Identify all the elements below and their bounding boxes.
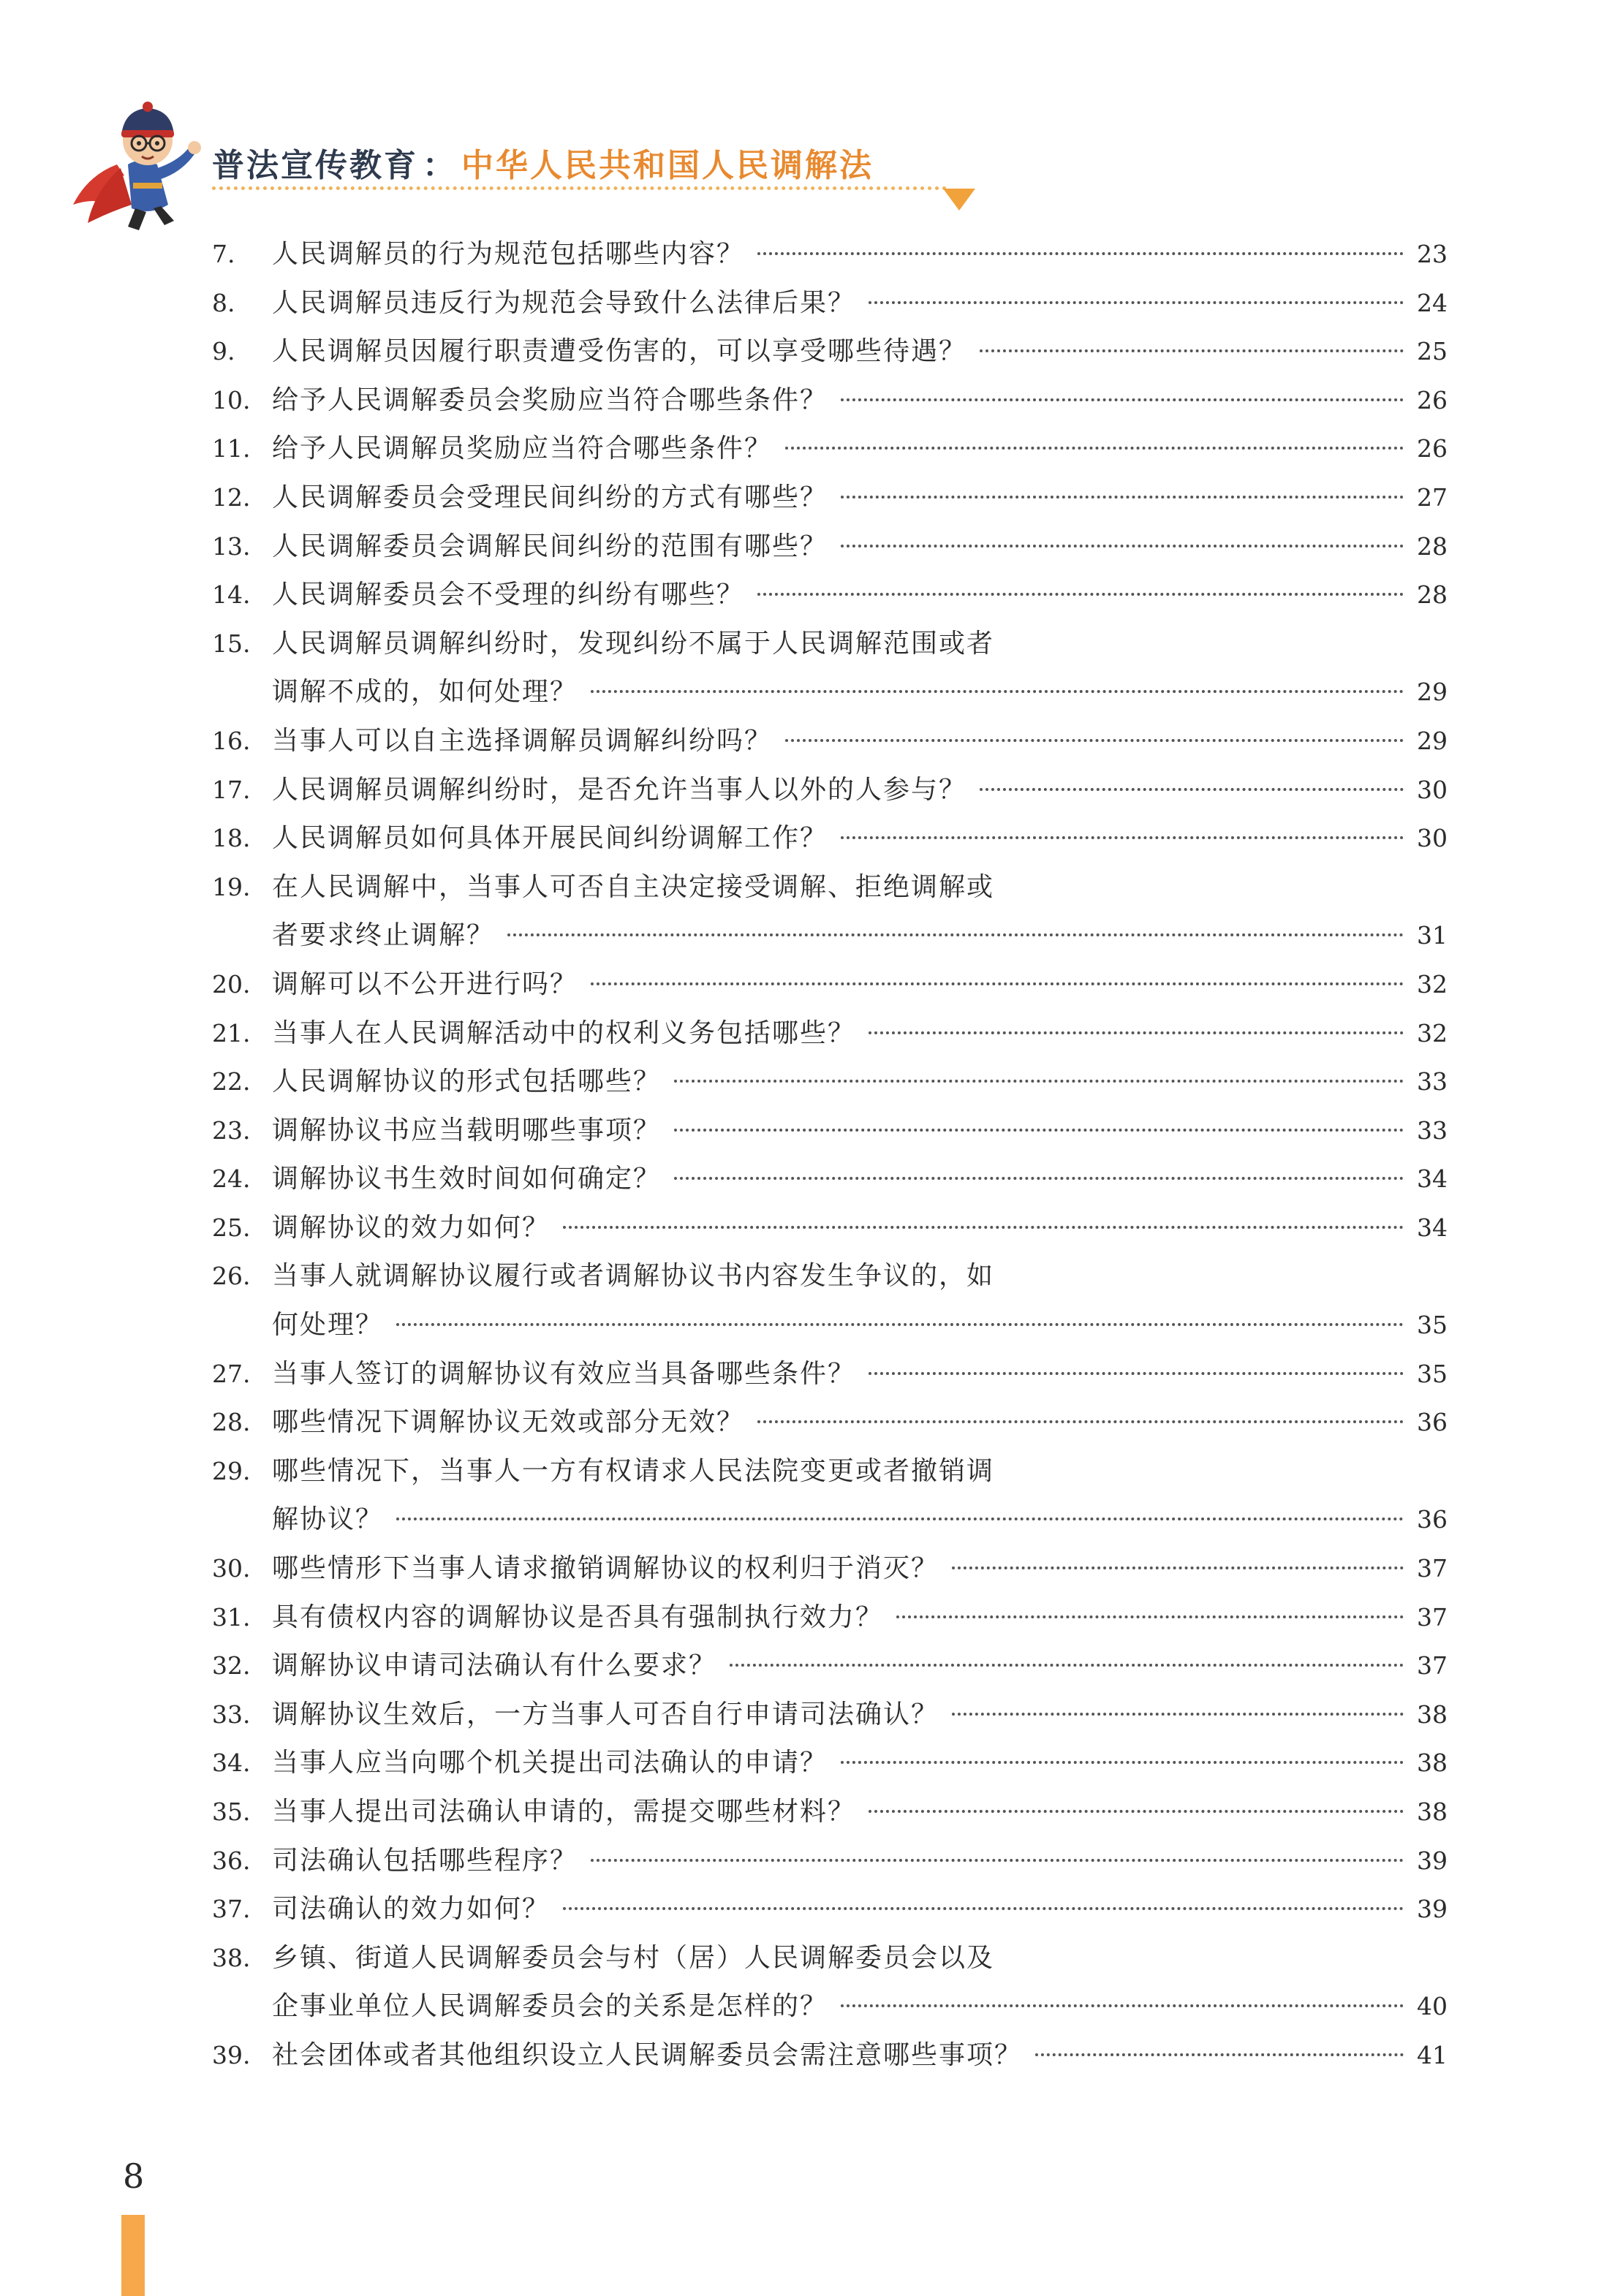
toc-entry bbox=[212, 1837, 1448, 1886]
toc-leader-dots bbox=[841, 496, 1404, 499]
toc-entry-page: 26 bbox=[1417, 434, 1448, 463]
toc-leader-dots bbox=[396, 1323, 1404, 1326]
toc-entry-title: 当事人可以自主选择调解员调解纠纷吗？ bbox=[272, 725, 773, 756]
toc-entry bbox=[212, 1155, 1448, 1204]
toc-entry-number: 26. bbox=[212, 1262, 251, 1291]
toc-leader-dots bbox=[869, 301, 1404, 304]
toc-entry bbox=[212, 1691, 1448, 1740]
toc-leader-dots bbox=[563, 1907, 1404, 1910]
toc-leader-dots bbox=[980, 349, 1404, 352]
page-number: 8 bbox=[123, 2156, 145, 2196]
toc-entry-title: 调解协议书应当载明哪些事项？ bbox=[272, 1115, 662, 1145]
toc-entry-number: 23. bbox=[212, 1115, 251, 1145]
toc-leader-dots bbox=[869, 1031, 1404, 1034]
toc-entry-number: 31. bbox=[212, 1602, 251, 1632]
toc-entry bbox=[212, 279, 1448, 328]
toc-entry-page: 32 bbox=[1417, 1018, 1448, 1047]
toc-entry-page: 29 bbox=[1417, 678, 1448, 707]
toc-entry-page: 38 bbox=[1417, 1748, 1448, 1778]
toc-entry bbox=[212, 1642, 1448, 1691]
toc-entry-title: 调解协议生效后，一方当事人可否自行申请司法确认？ bbox=[272, 1699, 939, 1729]
toc-entry-title: 调解协议的效力如何？ bbox=[272, 1212, 551, 1243]
toc-entry-number: 13. bbox=[212, 531, 251, 561]
toc-entry-number: 11. bbox=[212, 434, 251, 463]
toc-entry-page: 28 bbox=[1417, 531, 1448, 561]
toc-entry-title: 调解可以不公开进行吗？ bbox=[272, 969, 578, 999]
toc-entry-number: 39. bbox=[212, 2040, 251, 2069]
toc-entry-page: 36 bbox=[1417, 1408, 1448, 1437]
toc-leader-dots bbox=[980, 788, 1404, 791]
toc-leader-dots bbox=[841, 1761, 1404, 1764]
toc-entry-number: 32. bbox=[212, 1651, 251, 1681]
toc-entry-title: 哪些情形下当事人请求撤销调解协议的权利归于消灭？ bbox=[272, 1553, 939, 1584]
toc-leader-dots bbox=[869, 1372, 1404, 1375]
toc-entry-number: 33. bbox=[212, 1700, 251, 1729]
toc-entry-title: 企事业单位人民调解委员会的关系是怎样的？ bbox=[272, 1991, 828, 2022]
toc-entry-title: 给予人民调解委员会奖励应当符合哪些条件？ bbox=[272, 384, 828, 415]
toc-entry-number: 18. bbox=[212, 824, 251, 853]
toc-entry-number: 12. bbox=[212, 482, 251, 512]
toc-entry bbox=[212, 1350, 1448, 1399]
toc-entry-title: 司法确认包括哪些程序？ bbox=[272, 1845, 578, 1876]
toc-leader-dots bbox=[757, 1420, 1404, 1423]
toc-entry-title: 给予人民调解员奖励应当符合哪些条件？ bbox=[272, 433, 773, 464]
toc-leader-dots bbox=[952, 1566, 1404, 1569]
toc-entry-number: 7. bbox=[212, 240, 235, 268]
toc-entry-number: 24. bbox=[212, 1164, 251, 1194]
toc-entry-number: 10. bbox=[212, 385, 251, 414]
toc-entry bbox=[212, 2031, 1448, 2080]
toc-entry-page: 37 bbox=[1417, 1554, 1448, 1583]
toc-entry-title: 人民调解员的行为规范包括哪些内容？ bbox=[272, 239, 745, 269]
toc-entry bbox=[212, 1252, 1448, 1301]
toc-entry-number: 20. bbox=[212, 969, 251, 999]
header-dotted-rule bbox=[212, 186, 947, 190]
toc-entry-number: 28. bbox=[212, 1408, 251, 1437]
toc-entry bbox=[212, 571, 1448, 620]
toc-leader-dots bbox=[591, 1859, 1404, 1862]
toc-entry-page: 34 bbox=[1417, 1213, 1448, 1242]
book-title: 中华人民共和国人民调解法 bbox=[461, 147, 874, 184]
toc-entry-title: 司法确认的效力如何？ bbox=[272, 1894, 551, 1925]
toc-entry-title: 在人民调解中，当事人可否自主决定接受调解、拒绝调解或 bbox=[272, 871, 995, 902]
toc-entry-continuation bbox=[212, 1982, 1448, 2031]
toc-entry-page: 39 bbox=[1417, 1895, 1448, 1924]
toc-entry-page: 34 bbox=[1417, 1164, 1448, 1194]
toc-entry-number: 37. bbox=[212, 1895, 251, 1924]
title-separator: ： bbox=[423, 147, 457, 184]
toc-entry-page: 33 bbox=[1417, 1067, 1448, 1096]
toc-entry bbox=[212, 523, 1448, 572]
toc-entry bbox=[212, 1934, 1448, 1983]
toc-leader-dots bbox=[841, 836, 1404, 839]
toc-entry-number: 15. bbox=[212, 629, 251, 658]
toc-entry-title: 人民调解员调解纠纷时，是否允许当事人以外的人参与？ bbox=[272, 774, 967, 805]
toc-entry bbox=[212, 814, 1448, 863]
toc-entry bbox=[212, 474, 1448, 523]
toc-entry-title: 人民调解委员会受理民间纠纷的方式有哪些？ bbox=[272, 482, 828, 512]
toc-leader-dots bbox=[785, 447, 1404, 450]
header-triangle-icon bbox=[943, 189, 975, 211]
toc-entry-page: 41 bbox=[1417, 2040, 1448, 2069]
toc-entry-page: 27 bbox=[1417, 482, 1448, 512]
toc-entry-page: 30 bbox=[1417, 775, 1448, 804]
toc-leader-dots bbox=[785, 739, 1404, 742]
superhero-mascot-icon bbox=[66, 95, 219, 241]
toc-entry-title: 何处理？ bbox=[272, 1310, 384, 1341]
toc-entry bbox=[212, 230, 1448, 279]
toc-entry-title: 社会团体或者其他组织设立人民调解委员会需注意哪些事项？ bbox=[272, 2039, 1023, 2070]
toc-leader-dots bbox=[674, 1080, 1404, 1083]
toc-entry-title: 当事人提出司法确认申请的，需提交哪些材料？ bbox=[272, 1797, 856, 1827]
toc-entry bbox=[212, 1058, 1448, 1107]
toc-entry bbox=[212, 1885, 1448, 1934]
header-title bbox=[212, 139, 874, 186]
toc-entry-page: 24 bbox=[1417, 288, 1448, 317]
toc-entry bbox=[212, 717, 1448, 766]
series-title: 普法宣传教育 bbox=[212, 147, 418, 184]
toc-entry-continuation bbox=[212, 912, 1448, 961]
toc-entry-number: 21. bbox=[212, 1018, 251, 1047]
toc-leader-dots bbox=[952, 1713, 1404, 1716]
toc-leader-dots bbox=[841, 398, 1404, 401]
toc-entry-title: 人民调解委员会调解民间纠纷的范围有哪些？ bbox=[272, 531, 828, 561]
toc-leader-dots bbox=[674, 1177, 1404, 1180]
toc-entry bbox=[212, 1788, 1448, 1837]
toc-entry-title: 当事人在人民调解活动中的权利义务包括哪些？ bbox=[272, 1018, 856, 1048]
toc-entry bbox=[212, 1739, 1448, 1788]
toc-leader-dots bbox=[841, 2004, 1404, 2007]
toc-entry-number: 35. bbox=[212, 1797, 251, 1826]
toc-entry-number: 14. bbox=[212, 580, 251, 610]
toc-entry bbox=[212, 1107, 1448, 1156]
toc-entry-title: 哪些情况下，当事人一方有权请求人民法院变更或者撤销调 bbox=[272, 1455, 995, 1486]
toc-entry bbox=[212, 620, 1448, 669]
toc-entry-title: 者要求终止调解？ bbox=[272, 920, 495, 951]
table-of-contents bbox=[212, 230, 1448, 2080]
toc-leader-dots bbox=[896, 1615, 1404, 1618]
toc-entry-title: 人民调解协议的形式包括哪些？ bbox=[272, 1066, 662, 1097]
toc-entry bbox=[212, 425, 1448, 474]
toc-entry-title: 当事人就调解协议履行或者调解协议书内容发生争议的，如 bbox=[272, 1261, 995, 1292]
toc-leader-dots bbox=[1035, 2053, 1404, 2056]
toc-entry bbox=[212, 1398, 1448, 1447]
page-header bbox=[66, 95, 987, 241]
toc-entry-title: 调解协议书生效时间如何确定？ bbox=[272, 1164, 662, 1194]
toc-entry-page: 32 bbox=[1417, 969, 1448, 999]
toc-entry bbox=[212, 1447, 1448, 1496]
toc-entry-page: 31 bbox=[1417, 921, 1448, 950]
toc-entry-page: 37 bbox=[1417, 1651, 1448, 1681]
toc-entry-number: 38. bbox=[212, 1943, 251, 1972]
toc-leader-dots bbox=[563, 1226, 1404, 1229]
toc-entry-page: 23 bbox=[1417, 240, 1448, 268]
toc-entry-page: 37 bbox=[1417, 1602, 1448, 1632]
toc-entry-number: 16. bbox=[212, 726, 251, 755]
toc-entry-page: 25 bbox=[1417, 337, 1448, 366]
toc-entry-page: 39 bbox=[1417, 1846, 1448, 1875]
toc-entry-page: 35 bbox=[1417, 1359, 1448, 1388]
toc-entry bbox=[212, 1204, 1448, 1253]
toc-entry-number: 30. bbox=[212, 1554, 251, 1583]
toc-leader-dots bbox=[591, 690, 1404, 693]
toc-entry-page: 36 bbox=[1417, 1505, 1448, 1534]
toc-leader-dots bbox=[757, 252, 1404, 255]
toc-entry-continuation bbox=[212, 1301, 1448, 1350]
toc-entry bbox=[212, 1545, 1448, 1594]
toc-entry bbox=[212, 327, 1448, 376]
toc-entry-number: 17. bbox=[212, 775, 251, 804]
toc-entry-page: 33 bbox=[1417, 1115, 1448, 1145]
toc-leader-dots bbox=[396, 1518, 1404, 1520]
toc-entry-number: 8. bbox=[212, 288, 235, 317]
toc-entry-title: 人民调解员违反行为规范会导致什么法律后果？ bbox=[272, 287, 856, 318]
toc-entry-page: 38 bbox=[1417, 1797, 1448, 1826]
toc-leader-dots bbox=[841, 545, 1404, 548]
toc-entry bbox=[212, 376, 1448, 425]
toc-entry-number: 36. bbox=[212, 1846, 251, 1875]
toc-leader-dots bbox=[730, 1664, 1404, 1667]
toc-entry-title: 当事人签订的调解协议有效应当具备哪些条件？ bbox=[272, 1358, 856, 1389]
toc-entry-title: 乡镇、街道人民调解委员会与村（居）人民调解委员会以及 bbox=[272, 1942, 995, 1973]
toc-entry-title: 人民调解员调解纠纷时，发现纠纷不属于人民调解范围或者 bbox=[272, 628, 995, 659]
toc-entry-page: 29 bbox=[1417, 726, 1448, 755]
toc-entry-page: 30 bbox=[1417, 824, 1448, 853]
toc-entry-title: 调解不成的，如何处理？ bbox=[272, 677, 578, 708]
toc-entry-number: 29. bbox=[212, 1456, 251, 1485]
toc-entry-title: 人民调解员如何具体开展民间纠纷调解工作？ bbox=[272, 823, 828, 854]
toc-entry-page: 38 bbox=[1417, 1700, 1448, 1729]
toc-entry-number: 25. bbox=[212, 1213, 251, 1242]
toc-leader-dots bbox=[869, 1810, 1404, 1813]
toc-entry bbox=[212, 863, 1448, 912]
toc-entry-continuation bbox=[212, 1496, 1448, 1545]
toc-entry-number: 27. bbox=[212, 1359, 251, 1388]
toc-entry-page: 28 bbox=[1417, 580, 1448, 610]
toc-entry-title: 调解协议申请司法确认有什么要求？ bbox=[272, 1651, 717, 1681]
toc-entry-page: 35 bbox=[1417, 1311, 1448, 1340]
toc-entry-title: 当事人应当向哪个机关提出司法确认的申请？ bbox=[272, 1748, 828, 1778]
toc-entry-number: 19. bbox=[212, 872, 251, 901]
toc-leader-dots bbox=[674, 1129, 1404, 1132]
page-edge-bar bbox=[121, 2215, 145, 2296]
toc-entry-page: 40 bbox=[1417, 1992, 1448, 2021]
toc-leader-dots bbox=[757, 593, 1404, 596]
toc-entry-title: 具有债权内容的调解协议是否具有强制执行效力？ bbox=[272, 1602, 884, 1632]
toc-leader-dots bbox=[591, 982, 1404, 985]
toc-entry-title: 人民调解员因履行职责遭受伤害的，可以享受哪些待遇？ bbox=[272, 336, 967, 367]
toc-entry-title: 哪些情况下调解协议无效或部分无效？ bbox=[272, 1407, 745, 1438]
toc-entry-title: 解协议？ bbox=[272, 1504, 384, 1535]
toc-entry-page: 26 bbox=[1417, 385, 1448, 414]
toc-entry bbox=[212, 766, 1448, 815]
toc-entry-number: 9. bbox=[212, 337, 235, 366]
toc-entry-number: 22. bbox=[212, 1067, 251, 1096]
toc-entry bbox=[212, 1009, 1448, 1058]
toc-entry bbox=[212, 1594, 1448, 1643]
toc-entry-number: 34. bbox=[212, 1748, 251, 1778]
toc-entry bbox=[212, 961, 1448, 1009]
toc-entry-continuation bbox=[212, 668, 1448, 717]
toc-leader-dots bbox=[507, 933, 1404, 936]
toc-entry-title: 人民调解委员会不受理的纠纷有哪些？ bbox=[272, 580, 745, 610]
